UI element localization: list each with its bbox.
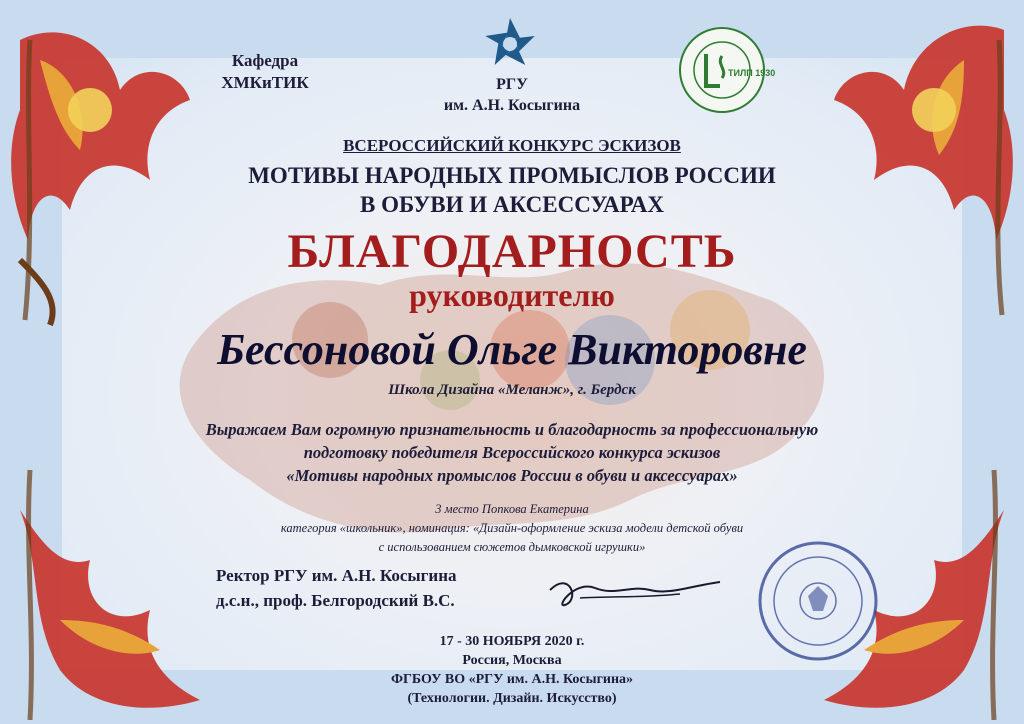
- tilp-logo-text: ТИЛП 1930: [728, 68, 776, 78]
- department-line2: ХМКиТИК: [221, 73, 309, 92]
- winner-category-line2: с использованием сюжетов дымковской игрушки»: [378, 540, 646, 554]
- contest-title-line1: ВСЕРОССИЙСКИЙ КОНКУРС ЭСКИЗОВ: [343, 136, 681, 155]
- handwritten-signature: [540, 560, 730, 615]
- university-line2: им. А.Н. Косыгина: [443, 97, 581, 114]
- organization-name: ФГБОУ ВО «РГУ им. А.Н. Косыгина»: [390, 672, 634, 687]
- department-line1: Кафедра: [231, 51, 299, 70]
- contest-title-line2: МОТИВЫ НАРОДНЫХ ПРОМЫСЛОВ РОССИИ: [248, 163, 776, 188]
- message-line2: подготовку победителя Всероссийского конкурса эскизов: [303, 443, 721, 462]
- message-line1: Выражаем Вам огромную признательность и благодарность за профессиональную: [205, 420, 819, 439]
- award-title: БЛАГОДАРНОСТЬ: [287, 225, 737, 278]
- tilp-logo-icon: [676, 24, 776, 116]
- rgu-logo-icon: [480, 14, 540, 74]
- award-subtitle: руководителю: [409, 277, 615, 313]
- contest-title-line3: В ОБУВИ И АКСЕССУАРАХ: [360, 192, 664, 217]
- university-title: [0, 74, 1024, 116]
- signatory-title: Ректор РГУ им. А.Н. Косыгина: [216, 566, 457, 585]
- message-line3: «Мотивы народных промыслов России в обуви и аксессуарах»: [286, 466, 738, 485]
- winner-place: 3 место Попкова Екатерина: [435, 502, 589, 516]
- recipient-school: Школа Дизайна «Меланж», г. Бердск: [388, 382, 636, 398]
- organization-motto: (Технологии. Дизайн. Искусство): [407, 691, 617, 706]
- university-line1: РГУ: [496, 76, 528, 93]
- winner-category: категория «школьник», номинация: «Дизайн-оформление эскиза модели детской обуви: [280, 521, 744, 535]
- event-dates: 17 - 30 НОЯБРЯ 2020 г.: [439, 634, 585, 649]
- recipient-name: Бессоновой Ольге Викторовне: [217, 325, 807, 374]
- event-location: Россия, Москва: [462, 653, 562, 668]
- signatory-name: д.с.н., проф. Белгородский В.С.: [216, 591, 455, 610]
